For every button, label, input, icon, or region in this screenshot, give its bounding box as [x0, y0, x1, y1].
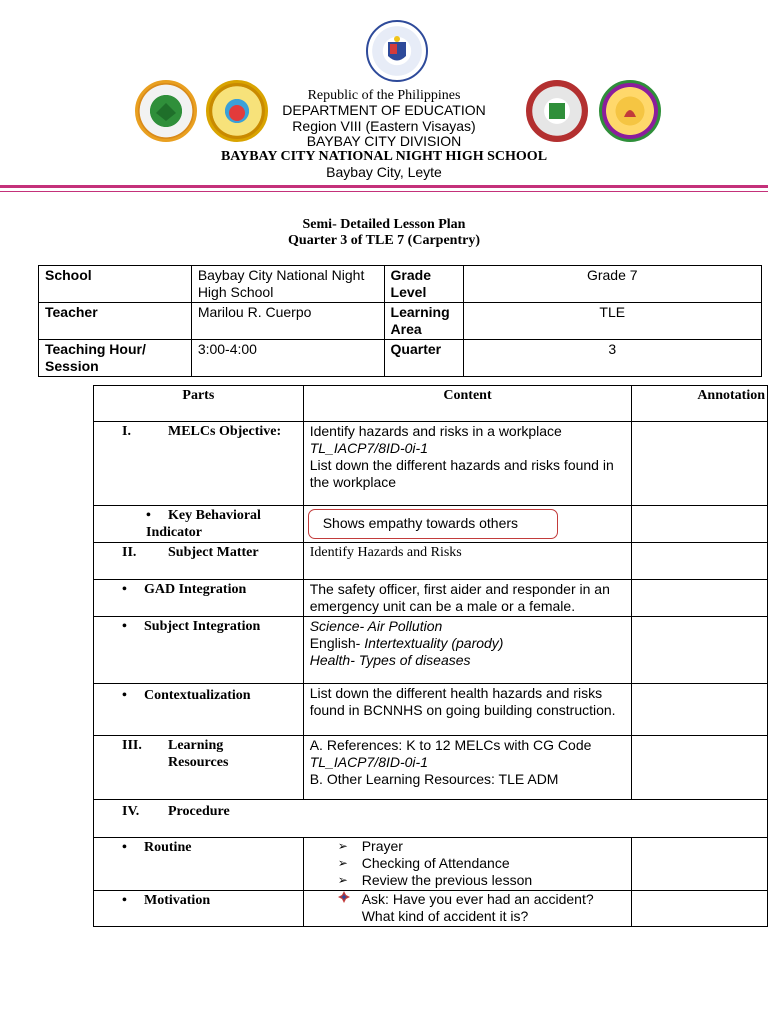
subject-matter-row [94, 543, 768, 580]
science-integration: Science- Air Pollution [309, 618, 443, 634]
bullet-icon: • [146, 508, 151, 523]
contextualization-annotation [632, 684, 768, 736]
other-resources-text: B. Other Learning Resources: TLE ADM [309, 771, 559, 787]
subject-matter-value: Identify Hazards and Risks [303, 543, 632, 580]
melcs-objective-text: Identify hazards and risks in a workplace [309, 423, 562, 439]
motivation-annotation [632, 891, 768, 927]
republic-line: Republic of the Philippines [307, 88, 461, 103]
grade-level-value: Grade 7 [463, 266, 761, 303]
bullet-icon: • [122, 688, 127, 703]
routine-row [94, 838, 768, 891]
deped-seal-icon [366, 20, 428, 82]
info-table [38, 265, 762, 377]
subject-matter-number: II. [122, 545, 137, 560]
subject-integration-row [94, 617, 768, 684]
kbi-annotation [632, 506, 768, 543]
gad-row [94, 580, 768, 617]
routine-item: ➢ Review the previous lesson [338, 872, 626, 889]
quarter-value: 3 [463, 340, 761, 377]
quarter-label: Quarter [384, 340, 463, 377]
learning-area-value: TLE [463, 303, 761, 340]
learning-area-label: Learning Area [384, 303, 463, 340]
motivation-question-2: What kind of accident it is? [361, 908, 529, 924]
motivation-question: Ask: Have you ever had an accident? [361, 891, 594, 907]
info-row-teacher [39, 303, 762, 340]
melcs-row [94, 422, 768, 506]
melcs-number: I. [122, 424, 131, 439]
plan-title: Semi- Detailed Lesson Plan [302, 217, 466, 232]
english-integration-topic: Intertextuality (parody) [364, 635, 504, 651]
kbi-value-box: Shows empathy towards others [308, 509, 558, 539]
references-text: A. References: K to 12 MELCs with CG Code [309, 737, 592, 753]
gad-value: The safety officer, first aider and responder in an emergency unit can be a male or a female. [303, 580, 632, 617]
annotation-header: Annotation [632, 386, 768, 422]
teacher-label: Teacher [39, 303, 192, 340]
motivation-bullet-icon [338, 891, 362, 925]
parts-header: Parts [94, 386, 304, 422]
melcs-label: MELCs Objective: [168, 424, 282, 439]
melcs-objective-text-2: List down the different hazards and risks found in the workplace [309, 457, 614, 490]
subject-integration-annotation [632, 617, 768, 684]
learning-resources-row [94, 736, 768, 800]
learning-resources-number: III. [122, 738, 142, 753]
kbi-label: Key Behavioral Indicator [146, 508, 261, 540]
procedure-row [94, 800, 768, 838]
routine-annotation [632, 838, 768, 891]
school-label: School [39, 266, 192, 303]
bullet-icon: • [122, 619, 127, 634]
melcs-code: TL_IACP7/8ID-0i-1 [309, 440, 428, 456]
info-row-session [39, 340, 762, 377]
teacher-value: Marilou R. Cuerpo [191, 303, 384, 340]
learning-resources-label: Learning Resources [168, 738, 229, 770]
header-rule-top [0, 185, 768, 188]
plan-subtitle: Quarter 3 of TLE 7 (Carpentry) [288, 233, 480, 248]
contextualization-row [94, 684, 768, 736]
routine-list [310, 838, 626, 889]
english-integration-prefix: English- [309, 635, 365, 651]
division-line: BAYBAY CITY DIVISION [306, 133, 462, 149]
content-header: Content [303, 386, 632, 422]
routine-label: Routine [144, 840, 192, 855]
bullet-icon: • [122, 582, 127, 597]
procedure-number: IV. [122, 804, 140, 819]
contextualization-value: List down the different health hazards and risks found in BCNNHS on going building construction. [303, 684, 632, 736]
grade-level-label: Grade Level [384, 266, 463, 303]
subject-integration-label: Subject Integration [144, 619, 261, 634]
gad-label: GAD Integration [144, 582, 247, 597]
region-line: Region VIII (Eastern Visayas) [292, 118, 476, 134]
teaching-hour-value: 3:00-4:00 [191, 340, 384, 377]
references-code: TL_IACP7/8ID-0i-1 [309, 754, 428, 770]
bullet-icon: • [122, 840, 127, 855]
melcs-annotation [632, 422, 768, 506]
motivation-row [94, 891, 768, 927]
kbi-row [94, 506, 768, 543]
procedure-label: Procedure [168, 804, 230, 819]
header-rule-bottom [0, 191, 768, 192]
subject-matter-annotation [632, 543, 768, 580]
info-row-school [39, 266, 762, 303]
health-integration: Health- Types of diseases [309, 652, 471, 668]
plan-header-row [94, 386, 768, 422]
lesson-plan-table [93, 385, 768, 927]
routine-item: ➢ Prayer [338, 838, 626, 855]
contextualization-label: Contextualization [144, 688, 251, 703]
motivation-label: Motivation [144, 893, 211, 908]
subject-matter-label: Subject Matter [168, 545, 259, 560]
school-name: BAYBAY CITY NATIONAL NIGHT HIGH SCHOOL [220, 149, 548, 164]
teaching-hour-label: Teaching Hour/ Session [39, 340, 192, 377]
department-line: DEPARTMENT OF EDUCATION [282, 102, 486, 118]
gad-annotation [632, 580, 768, 617]
school-value: Baybay City National Night High School [191, 266, 384, 303]
school-address: Baybay City, Leyte [326, 164, 442, 180]
routine-item: ➢ Checking of Attendance [338, 855, 626, 872]
learning-resources-annotation [632, 736, 768, 800]
bullet-icon: • [122, 893, 127, 908]
